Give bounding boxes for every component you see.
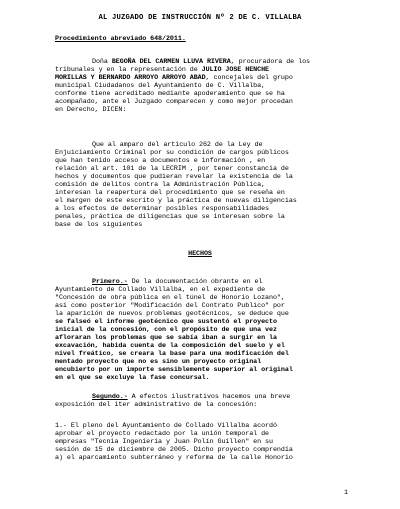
primero-line: inicial de la concesión, con el propósito de que una vez xyxy=(55,326,277,334)
intro-line-7: en Derecho, DICEN: xyxy=(55,106,127,114)
para2-line: penales, práctica de diligencias que se interesan sobre la xyxy=(55,213,285,221)
primero-line: "Concesión de obra pública en el túnel de Honorio Lozano", xyxy=(55,294,285,302)
document-title: AL JUZGADO DE INSTRUCCIÓN Nº 2 DE C. VILLALBA xyxy=(98,14,302,22)
item1-line: a) el aparcamiento subterráneo y reforma de la calle Honorio xyxy=(55,454,293,462)
para2-line: relación al art. 101 de la LECRIM , por tener constancia de xyxy=(55,165,289,173)
intro-line-3: MORILLAS Y BERNARDO ARROYO ARROYO ABAD, concejales del grupo xyxy=(55,74,293,82)
primero-line: nivel freático, se creara la base para una modificación del xyxy=(55,350,289,358)
primero-line: afloraran los problemas que se sabía iban a surgir en la xyxy=(55,334,277,342)
primero-line: la aparición de nuevos problemas geotécnicos, se deduce que xyxy=(55,310,289,318)
segundo-line-1: Segundo.- A efectos ilustrativos hacemos una breve xyxy=(92,393,291,401)
para2-line: Que al amparo del articulo 262 de la Ley de xyxy=(92,141,263,149)
para2-line: a los efectos de determinar posibles responsabilidades xyxy=(55,205,270,213)
para2-line: que han tenido acceso a documentos e información , en xyxy=(55,157,266,165)
intro-line-4: municipal Ciudadanos del Ayuntamiento de C. Villalba, xyxy=(55,82,266,90)
item1-line: sesión de 15 de diciembre de 2005. Dicho proyecto comprendía xyxy=(55,446,293,454)
primero-line: en el que se excluye la fase concursal. xyxy=(55,374,210,382)
item1-line: aprobar el proyecto redactado por la unión temporal de xyxy=(55,430,270,438)
primero-line-1: Primero.- De la documentación obrante en el xyxy=(92,278,263,286)
para2-line: Enjuiciamiento Criminal por su condición de cargos públicos xyxy=(55,149,289,157)
para2-line: el margen de este escrito y la práctica de nuevas diligencias xyxy=(55,197,297,205)
primero-line: encubierto por un importe sensiblemente superior al original xyxy=(55,366,293,374)
section-heading-hechos: HECHOS xyxy=(188,250,212,258)
primero-line: excavación, habida cuenta de la composición del suelo y el xyxy=(55,342,285,350)
item1-line: 1.- El pleno del Ayuntamiento de Collado Villalba acordó xyxy=(55,422,277,430)
primero-line: se falseó el informe geotécnico que sustentó el proyecto xyxy=(55,318,277,326)
page-number: 1 xyxy=(344,489,348,497)
intro-line-2: tribunales y en la representación de JULIO JOSE HENCHE xyxy=(55,66,270,74)
intro-line-5: conforme tiene acreditado mediante apoderamiento que se ha xyxy=(55,90,285,98)
para2-line: interesan la reapertura del procedimiento que se reseña en xyxy=(55,189,285,197)
para2-line: base de los siguientes xyxy=(55,221,143,229)
primero-line: mentado proyecto que no es sino un proyecto original xyxy=(55,358,262,366)
procedure-reference: Procedimiento abreviado 648/2011. xyxy=(55,35,186,43)
segundo-line: exposición del iter administrativo de la concesión: xyxy=(55,401,258,409)
primero-line: así como posterior "Modificación del Contrato Publico" por xyxy=(55,302,285,310)
intro-line-1: Doña BEGOÑA DEL CARMEN LLUVA RIVERA, procuradora de los xyxy=(92,58,310,66)
item1-line: empresas "Tecnia Ingeniería y Juan Polín Guillen" en su xyxy=(55,438,273,446)
para2-line: hechos y documentos que pudieran revelar la existencia de la xyxy=(55,173,293,181)
para2-line: comisión de delitos contra la Administración Pública, xyxy=(55,181,266,189)
primero-line: Ayuntamiento de Collado Villalba, en el expediente de xyxy=(55,286,266,294)
intro-line-6: acompañado, ante el Juzgado comparecen y como mejor procedan xyxy=(55,98,293,106)
